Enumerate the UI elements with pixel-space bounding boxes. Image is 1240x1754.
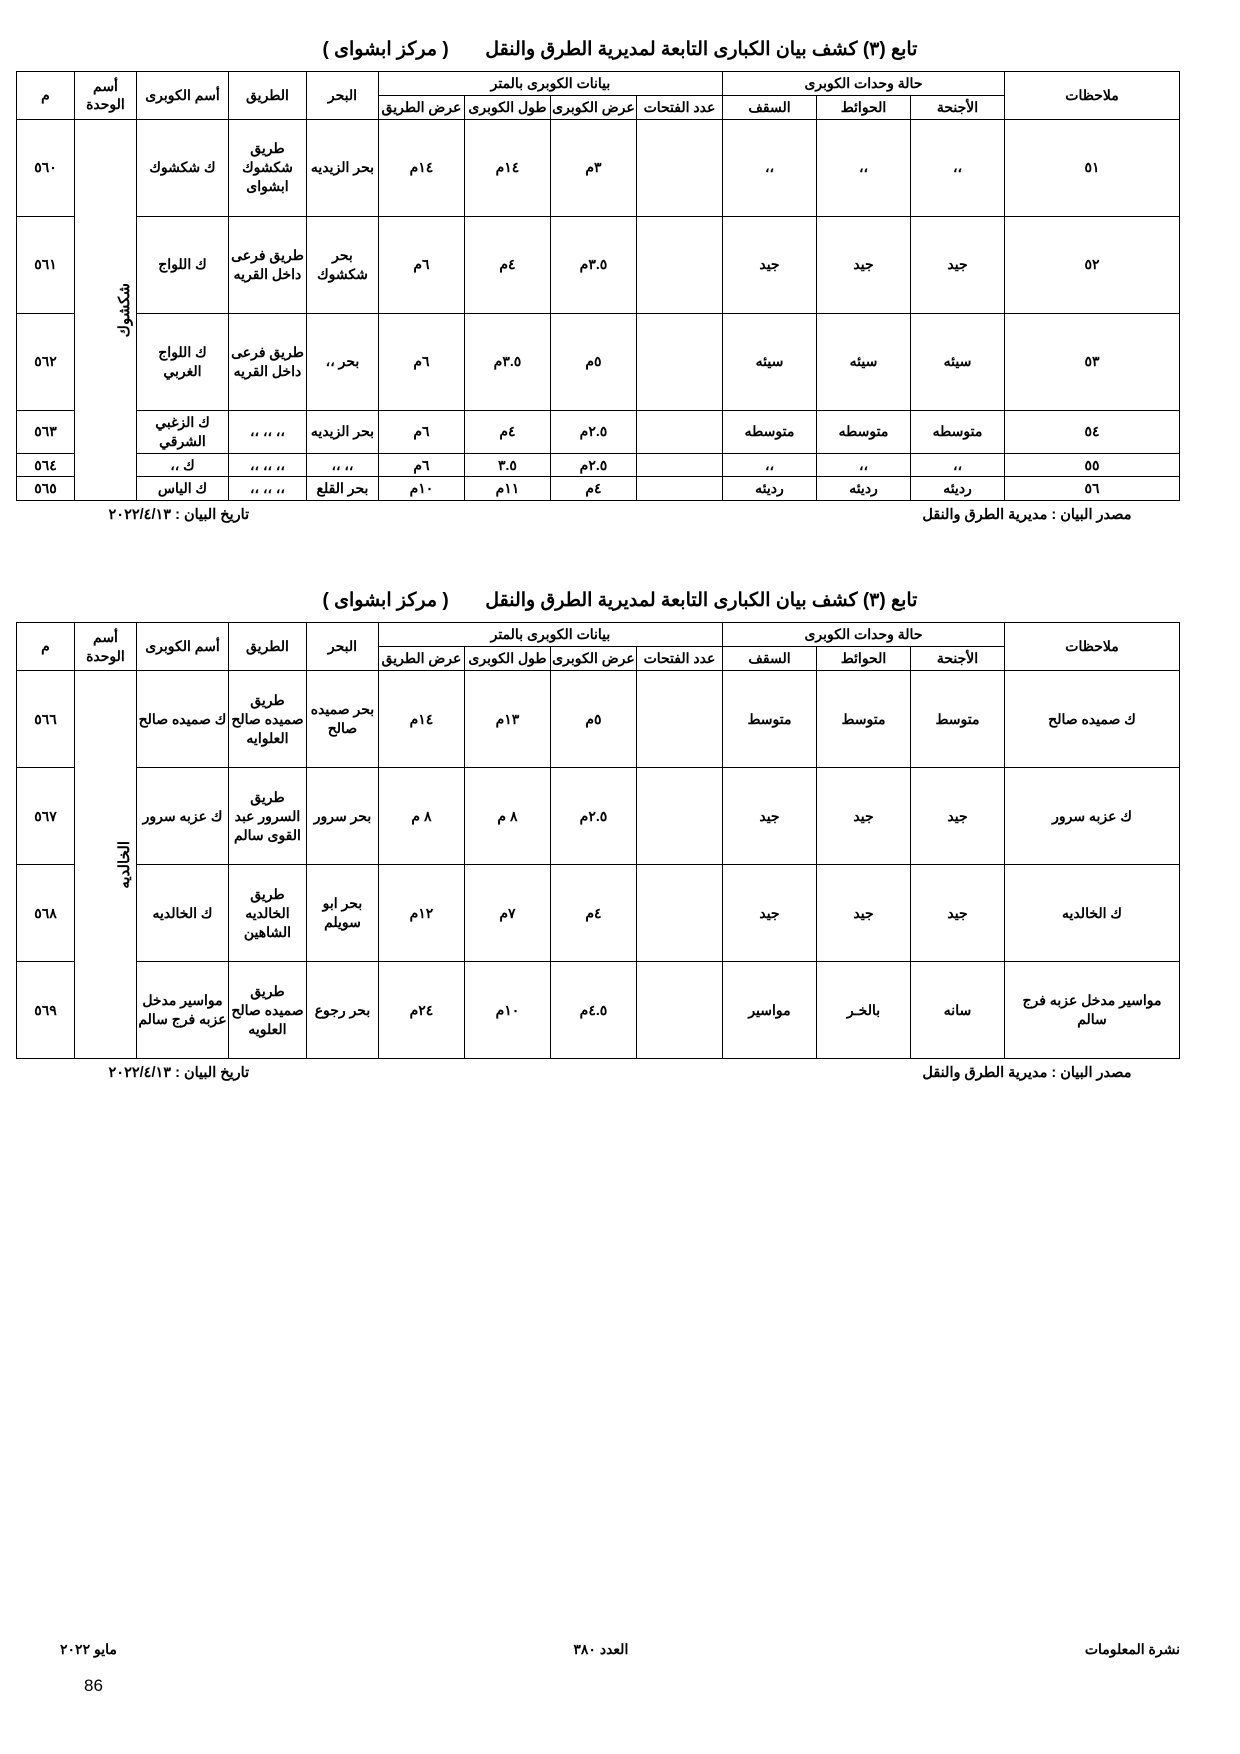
cell-m: ٥٦٢ [16, 313, 74, 410]
cell-kobry-name: ك صميده صالح [136, 671, 228, 768]
cell-kobry-width: ٤م [550, 865, 636, 962]
cell-kobry-length: ١٣م [464, 671, 550, 768]
cell-sea: بحر الزيديه [306, 410, 378, 453]
cell-kobry-name: ك شكشوك [136, 119, 228, 216]
cell-road-width: ١٢م [378, 865, 464, 962]
cell-kobry-width: ٢.٥م [550, 410, 636, 453]
cell-road: طريق الخالديه الشاهين [228, 865, 306, 962]
cell-m: ٥٦٥ [16, 477, 74, 501]
page-number: 86 [84, 1676, 103, 1695]
cell-kobry-length: ٣.٥م [464, 313, 550, 410]
header-openings-count: عدد الفتحات [636, 95, 722, 119]
cell-kobry-name: ك عزبه سرور [136, 768, 228, 865]
header-m: م [16, 72, 74, 120]
footer-right: نشرة المعلومات [1084, 1641, 1180, 1657]
header-kobry-name: أسم الكوبرى [136, 623, 228, 671]
header-kobry-data-group: بيانات الكوبرى بالمتر [378, 72, 722, 96]
header-units-state-group: حالة وحدات الكوبرى [722, 623, 1004, 647]
cell-wings: متوسط [911, 671, 1005, 768]
page-footer [60, 1641, 1180, 1658]
cell-ceiling: جيد [722, 216, 816, 313]
cell-wings: سيئه [911, 313, 1005, 410]
cell-wings: جيد [911, 865, 1005, 962]
cell-kobry-length: ٣.٥ [464, 453, 550, 477]
cell-notes: ٥١ [1005, 119, 1180, 216]
table-row [16, 477, 1179, 501]
cell-kobry-name: ك اللواج الغربي [136, 313, 228, 410]
cell-kobry-width: ٢.٥م [550, 453, 636, 477]
cell-ceiling: جيد [722, 768, 816, 865]
table-row [16, 216, 1179, 313]
date-label-1: تاريخ البيان : ٢٠٢٢/٤/١٣ [108, 507, 250, 524]
cell-road-width: ٢٤م [378, 962, 464, 1059]
cell-road-width: ١٠م [378, 477, 464, 501]
cell-wings: ،، [911, 453, 1005, 477]
cell-walls: متوسطه [817, 410, 911, 453]
cell-notes: ٥٢ [1005, 216, 1180, 313]
cell-walls: ،، [817, 453, 911, 477]
cell-openings [636, 410, 722, 453]
cell-sea: بحر صميده صالح [306, 671, 378, 768]
header-road: الطريق [228, 72, 306, 120]
table-row [16, 671, 1179, 768]
header-wings: الأجنحة [911, 95, 1005, 119]
cell-ceiling: متوسط [722, 671, 816, 768]
cell-walls: متوسط [817, 671, 911, 768]
table-row [16, 313, 1179, 410]
cell-kobry-width: ٥م [550, 671, 636, 768]
cell-notes: ك صميده صالح [1005, 671, 1180, 768]
cell-walls: جيد [817, 768, 911, 865]
cell-walls: بالخـر [817, 962, 911, 1059]
cell-walls: جيد [817, 865, 911, 962]
cell-kobry-width: ٣م [550, 119, 636, 216]
footer-date: مايو ٢٠٢٢ [60, 1641, 117, 1657]
header-notes: ملاحظات [1005, 623, 1180, 671]
cell-kobry-length: ٨ م [464, 768, 550, 865]
cell-road-width: ٦م [378, 216, 464, 313]
cell-openings [636, 865, 722, 962]
table-row [16, 768, 1179, 865]
cell-walls: جيد [817, 216, 911, 313]
cell-walls: رديئه [817, 477, 911, 501]
header-units-state-group: حالة وحدات الكوبرى [722, 72, 1004, 96]
cell-ceiling: متوسطه [722, 410, 816, 453]
table-row [16, 410, 1179, 453]
header-road-width: عرض الطريق [378, 95, 464, 119]
cell-m: ٥٦٤ [16, 453, 74, 477]
cell-sea: ،، ،، [306, 453, 378, 477]
cell-m: ٥٦٦ [16, 671, 74, 768]
cell-kobry-width: ٤م [550, 477, 636, 501]
cell-openings [636, 119, 722, 216]
table-row [16, 865, 1179, 962]
header-kobry-name: أسم الكوبرى [136, 72, 228, 120]
cell-m: ٥٦٠ [16, 119, 74, 216]
cell-road-width: ٦م [378, 453, 464, 477]
unit-label-vertical: الخالديه [115, 840, 133, 889]
header-kobry-length: طول الكوبرى [464, 647, 550, 671]
cell-road-width: ٨ م [378, 768, 464, 865]
cell-kobry-name: مواسير مدخل عزبه فرج سالم [136, 962, 228, 1059]
header-wings: الأجنحة [911, 647, 1005, 671]
header-kobry-length: طول الكوبرى [464, 95, 550, 119]
cell-m: ٥٦٣ [16, 410, 74, 453]
cell-kobry-width: ٥م [550, 313, 636, 410]
header-notes: ملاحظات [1005, 72, 1180, 120]
cell-road: طريق صميده صالح العلويه [228, 962, 306, 1059]
cell-walls: ،، [817, 119, 911, 216]
table-row [16, 962, 1179, 1059]
header-unit-name: أسم الوحدة [74, 623, 136, 671]
cell-road-width: ١٤م [378, 119, 464, 216]
cell-wings: متوسطه [911, 410, 1005, 453]
cell-ceiling: سيئه [722, 313, 816, 410]
cell-openings [636, 768, 722, 865]
table-1-footnotes [89, 507, 1152, 523]
header-sea: البحر [306, 72, 378, 120]
cell-wings: رديئه [911, 477, 1005, 501]
source-label-1: مصدر البيان : مديرية الطرق والنقل [922, 507, 1132, 524]
header-kobry-data-group: بيانات الكوبرى بالمتر [378, 623, 722, 647]
header-walls: الحوائط [817, 95, 911, 119]
cell-notes: ٥٥ [1005, 453, 1180, 477]
cell-unit-name [74, 119, 136, 501]
bridges-table-1 [16, 71, 1180, 501]
cell-sea: بحر شكشوك [306, 216, 378, 313]
header-ceiling: السقف [722, 95, 816, 119]
cell-sea: بحر رجوع [306, 962, 378, 1059]
cell-kobry-length: ١٠م [464, 962, 550, 1059]
cell-ceiling: رديئه [722, 477, 816, 501]
date-label-2: تاريخ البيان : ٢٠٢٢/٤/١٣ [108, 1065, 250, 1082]
cell-road-width: ١٤م [378, 671, 464, 768]
header-walls: الحوائط [817, 647, 911, 671]
cell-notes: مواسير مدخل عزبه فرج سالم [1005, 962, 1180, 1059]
header-kobry-width: عرض الكوبرى [550, 647, 636, 671]
cell-openings [636, 671, 722, 768]
cell-ceiling: ،، [722, 119, 816, 216]
cell-road: طريق صميده صالح العلوايه [228, 671, 306, 768]
cell-kobry-name: ك ،، [136, 453, 228, 477]
cell-sea: بحر الزيديه [306, 119, 378, 216]
cell-road: ،، ،، ،، [228, 453, 306, 477]
header-road-width: عرض الطريق [378, 647, 464, 671]
table-header-row-top [16, 72, 1179, 96]
cell-wings: سانه [911, 962, 1005, 1059]
header-openings-count: عدد الفتحات [636, 647, 722, 671]
cell-m: ٥٦٩ [16, 962, 74, 1059]
section-title-2-main: تابع (٣) كشف بيان الكبارى التابعة لمديرية الطرق والنقل [485, 590, 918, 612]
cell-sea: بحر القلع [306, 477, 378, 501]
header-ceiling: السقف [722, 647, 816, 671]
bridges-table-2 [16, 622, 1180, 1059]
cell-sea: بحر ابو سويلم [306, 865, 378, 962]
cell-notes: ٥٣ [1005, 313, 1180, 410]
cell-ceiling: ،، [722, 453, 816, 477]
source-label-2: مصدر البيان : مديرية الطرق والنقل [922, 1065, 1132, 1082]
cell-kobry-width: ٤.٥م [550, 962, 636, 1059]
cell-kobry-length: ٧م [464, 865, 550, 962]
section-title-1-center: ( مركز ابشواى ) [322, 39, 449, 60]
table-row [16, 453, 1179, 477]
header-m: م [16, 623, 74, 671]
cell-openings [636, 216, 722, 313]
header-sea: البحر [306, 623, 378, 671]
cell-walls: سيئه [817, 313, 911, 410]
cell-road: طريق فرعى داخل القريه [228, 313, 306, 410]
cell-kobry-length: ٤م [464, 410, 550, 453]
cell-notes: ٥٦ [1005, 477, 1180, 501]
table-header-row-top [16, 623, 1179, 647]
header-road: الطريق [228, 623, 306, 671]
cell-notes: ٥٤ [1005, 410, 1180, 453]
cell-road: طريق شكشوك ابشواى [228, 119, 306, 216]
cell-kobry-name: ك الزغبي الشرقي [136, 410, 228, 453]
cell-road-width: ٦م [378, 313, 464, 410]
cell-kobry-width: ٢.٥م [550, 768, 636, 865]
cell-wings: ،، [911, 119, 1005, 216]
table-2-footnotes [89, 1065, 1152, 1081]
cell-wings: جيد [911, 768, 1005, 865]
section-title-2-center: ( مركز ابشواى ) [322, 590, 449, 612]
cell-road: طريق السرور عبد القوى سالم [228, 768, 306, 865]
cell-wings: جيد [911, 216, 1005, 313]
cell-kobry-name: ك الخالديه [136, 865, 228, 962]
table-row [16, 119, 1179, 216]
section-title-2 [60, 589, 1180, 612]
cell-kobry-width: ٣.٥م [550, 216, 636, 313]
cell-sea: بحر ،، [306, 313, 378, 410]
cell-ceiling: جيد [722, 865, 816, 962]
cell-openings [636, 962, 722, 1059]
cell-unit-name [74, 671, 136, 1059]
footer-issue-number: العدد ٣٨٠ [573, 1641, 629, 1657]
cell-kobry-length: ٤م [464, 216, 550, 313]
cell-kobry-length: ١٤م [464, 119, 550, 216]
section-title-1 [60, 38, 1180, 61]
cell-road: ،، ،، ،، [228, 477, 306, 501]
cell-ceiling: مواسير [722, 962, 816, 1059]
cell-road-width: ٦م [378, 410, 464, 453]
cell-openings [636, 313, 722, 410]
cell-m: ٥٦٨ [16, 865, 74, 962]
cell-kobry-name: ك اللواج [136, 216, 228, 313]
cell-sea: بحر سرور [306, 768, 378, 865]
cell-m: ٥٦٧ [16, 768, 74, 865]
cell-road: طريق فرعى داخل القريه [228, 216, 306, 313]
cell-kobry-name: ك الياس [136, 477, 228, 501]
cell-openings [636, 453, 722, 477]
section-title-1-main: تابع (٣) كشف بيان الكبارى التابعة لمديرية الطرق والنقل [485, 39, 918, 60]
header-unit-name: أسم الوحدة [74, 72, 136, 120]
unit-label-vertical: شكشوك [115, 282, 133, 338]
cell-m: ٥٦١ [16, 216, 74, 313]
cell-notes: ك الخالديه [1005, 865, 1180, 962]
cell-road: ،، ،، ،، [228, 410, 306, 453]
header-kobry-width: عرض الكوبرى [550, 95, 636, 119]
cell-notes: ك عزبه سرور [1005, 768, 1180, 865]
cell-kobry-length: ١١م [464, 477, 550, 501]
cell-openings [636, 477, 722, 501]
